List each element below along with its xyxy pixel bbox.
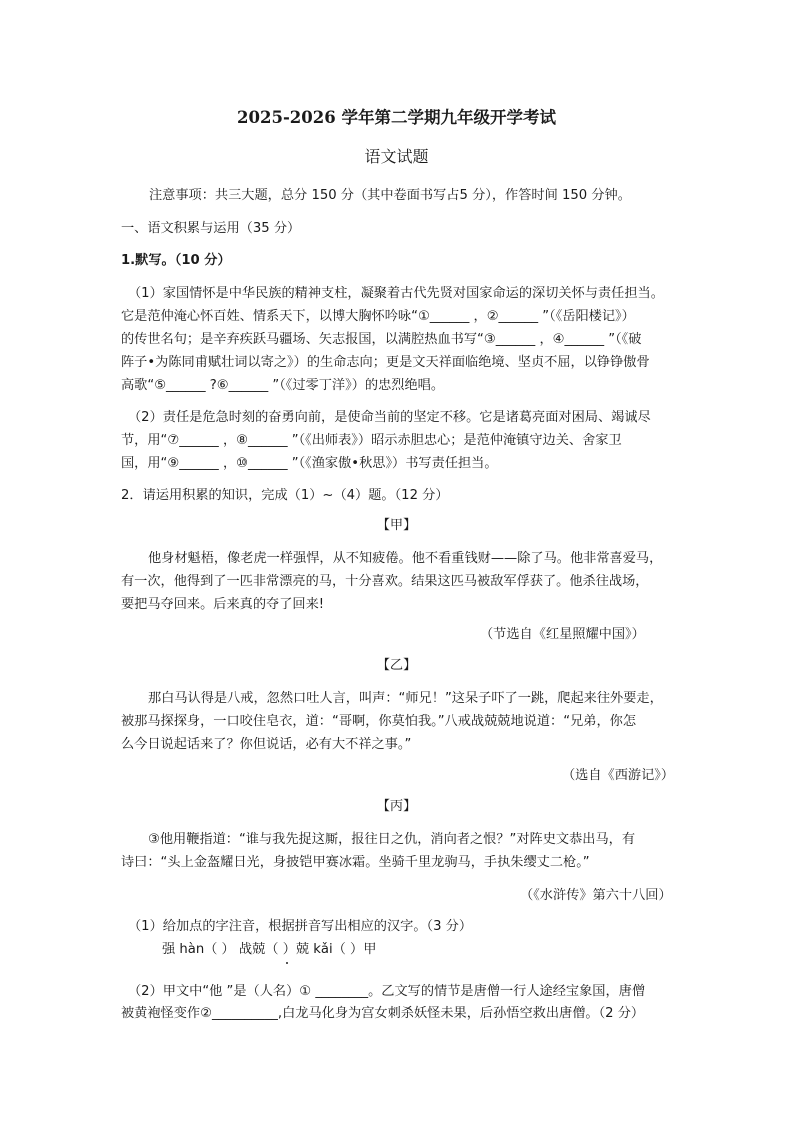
passage-source: （《水浒传》第六十八回）	[520, 888, 672, 903]
emphasis-dot	[286, 962, 288, 964]
paragraph-line: （2）责任是危急时刻的奋勇向前，是使命当前的坚定不移。它是诸葛亮面对困局、竭诚尽	[128, 410, 651, 425]
passage-label: 【甲】	[376, 518, 417, 533]
paragraph-line: 节，用“⑦______ ，⑧______ ”（《出师表》）昭示赤胆忠心；是范仲淹镇守边关、舍家卫	[121, 433, 622, 448]
passage-line: 要把马夺回来。后来真的夺了回来!	[121, 597, 325, 612]
passage-line: 么今日说起话来了？你但说话，必有大不祥之事。”	[121, 737, 412, 752]
passage-label: 【乙】	[376, 658, 417, 673]
question-1-heading: 1.默写。（10 分）	[121, 253, 231, 268]
passage-line: 有一次，他得到了一匹非常漂亮的马，十分喜欢。结果这匹马被敌军俘获了。他杀往战场，	[121, 574, 649, 589]
exam-subtitle: 语文试题	[364, 147, 429, 166]
section-heading: 一、语文积累与运用（35 分）	[121, 221, 301, 236]
pinyin-line: 强 hàn（ ） 战兢（ ）兢 kǎi（ ）甲	[162, 942, 377, 957]
paragraph-line: 国，用“⑨______ ，⑩______ ”（《渔家傲•秋思》）书写责任担当。	[121, 456, 498, 471]
passage-source: （选自《西游记》）	[562, 768, 675, 783]
sub-question-line: 被黄袍怪变作②__________,白龙马化身为宫女刺杀妖怪未果，后孙悟空救出唐僧。（2 分）	[121, 1006, 645, 1021]
passage-source: （节选自《红星照耀中国》）	[480, 627, 645, 642]
exam-notice: 注意事项：共三大题，总分 150 分（其中卷面书写占5 分），作答时间 150 分钟。	[149, 188, 631, 203]
sub-question-text: （1）给加点的字注音，根据拼音写出相应的汉字。（3 分）	[128, 919, 473, 934]
question-2-heading: 2．请运用积累的知识，完成（1）~（4）题。（12 分）	[121, 488, 449, 503]
passage-line: ③他用鞭指道：“谁与我先捉这厮，报往日之仇，消向者之恨？”对阵史文恭出马，有	[148, 832, 636, 847]
passage-line: 诗曰：“头上金盔耀日光，身披铠甲赛冰霜。坐骑千里龙驹马，手执朱缨丈二枪。”	[121, 855, 590, 870]
paragraph-line: （1）家国情怀是中华民族的精神支柱，凝聚着古代先贤对国家命运的深切关怀与责任担当。	[128, 286, 664, 301]
sub-question-line: （2）甲文中“他 ”是（人名）① ________。乙文写的情节是唐僧一行人途经宝象国，唐僧	[128, 984, 646, 999]
passage-line: 他身材魁梧，像老虎一样强悍，从不知疲倦。他不看重钱财——除了马。他非常喜爱马，	[148, 551, 663, 566]
passage-label: 【丙】	[376, 799, 417, 814]
passage-line: 被那马探探身，一口咬住皂衣，道：“哥啊，你莫怕我。”八戒战兢兢地说道：“兄弟，你怎	[121, 714, 637, 729]
paragraph-line: 阵子•为陈同甫赋壮词以寄之》）的生命志向；更是文天祥面临绝境、坚贞不屈，以铮铮傲骨	[121, 355, 650, 370]
exam-title: 2025-2026 学年第二学期九年级开学考试	[237, 108, 556, 127]
paragraph-line: 它是范仲淹心怀百姓、情系天下，以博大胸怀吟咏“①______ ，②______ ”（《岳阳楼记》）	[121, 309, 635, 324]
paragraph-line: 的传世名句；是辛弃疾跃马疆场、矢志报国，以满腔热血书写“③______ ，④______ ”（《破	[121, 332, 642, 347]
paragraph-line: 高歌“⑤______ ?⑥______ ”（《过零丁洋》）的忠烈绝唱。	[121, 378, 445, 393]
passage-line: 那白马认得是八戒，忽然口吐人言，叫声：“师兄！”这呆子吓了一跳，爬起来往外要走，	[148, 691, 663, 706]
